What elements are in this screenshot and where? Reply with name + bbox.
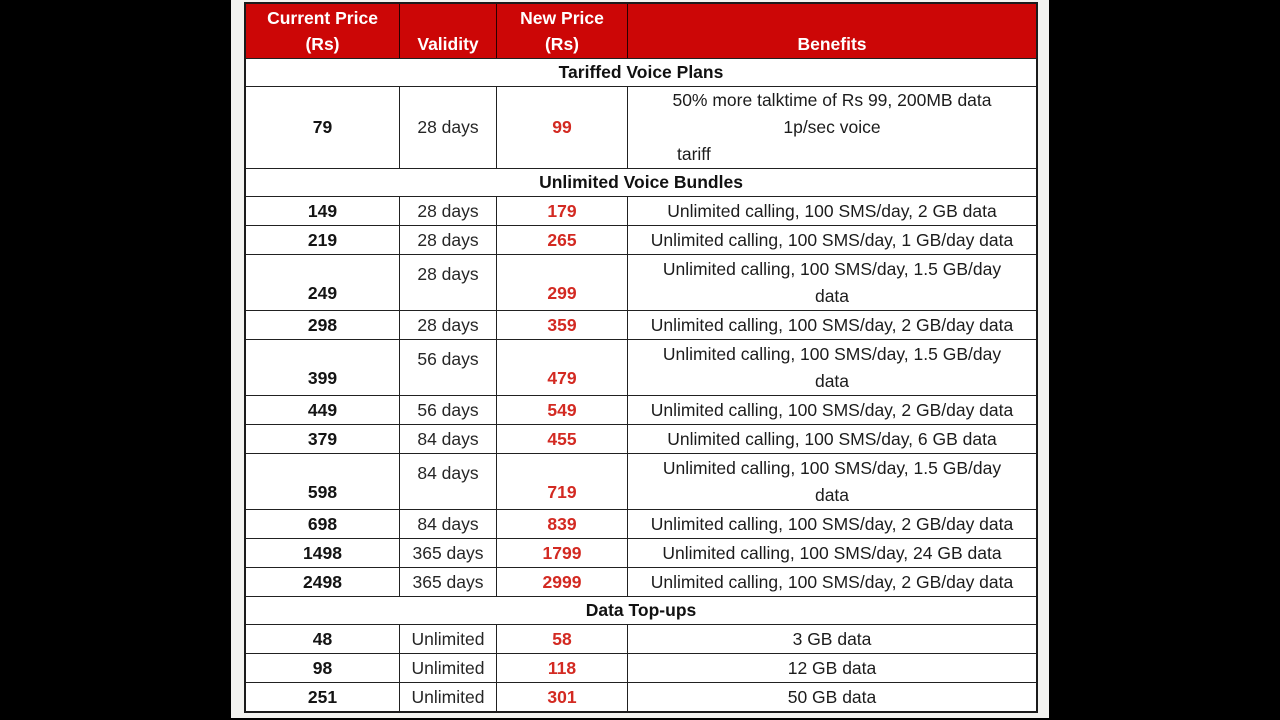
new-price-value: 99	[552, 117, 572, 137]
new-price-cell	[497, 311, 628, 339]
table-row	[246, 509, 1036, 538]
tariff-table	[244, 2, 1038, 713]
current-price-value: 149	[307, 200, 338, 221]
validity-cell	[400, 396, 497, 424]
benefit-line: tariff	[677, 144, 711, 164]
benefits-cell	[628, 226, 1036, 254]
benefits-cell	[628, 396, 1036, 424]
table-row	[246, 682, 1036, 711]
current-price-cell	[246, 683, 400, 711]
current-price-value: 98	[312, 657, 333, 678]
new-price-value: 265	[547, 229, 577, 250]
benefit-line: Unlimited calling, 100 SMS/day, 1.5 GB/day	[662, 343, 1002, 364]
current-price-value: 219	[307, 229, 338, 250]
benefit-line: Unlimited calling, 100 SMS/day, 1 GB/day data	[650, 229, 1014, 250]
table-row	[246, 86, 1036, 168]
new-price-cell	[497, 197, 628, 225]
validity-cell	[400, 654, 497, 682]
table-row	[246, 395, 1036, 424]
current-price-cell	[246, 255, 400, 310]
validity-cell	[400, 425, 497, 453]
column-header-current-price	[246, 4, 400, 58]
table-body	[246, 58, 1036, 711]
benefit-line: 3 GB data	[792, 628, 872, 649]
table-sheet	[231, 0, 1049, 718]
section-title-row	[246, 58, 1036, 86]
validity-cell	[400, 683, 497, 711]
current-price-cell	[246, 425, 400, 453]
validity-value: 56 days	[417, 349, 479, 369]
current-price-value: 1498	[303, 542, 342, 563]
benefit-line: Unlimited calling, 100 SMS/day, 1.5 GB/day	[662, 457, 1002, 478]
new-price-cell	[497, 425, 628, 453]
table-row	[246, 653, 1036, 682]
section-title-row	[246, 168, 1036, 196]
validity-cell	[400, 87, 497, 168]
validity-cell	[400, 539, 497, 567]
new-price-value: 479	[547, 368, 577, 388]
benefit-line: Unlimited calling, 100 SMS/day, 2 GB data	[667, 200, 997, 221]
current-price-cell	[246, 510, 400, 538]
current-price-value: 379	[307, 428, 338, 449]
validity-value: 56 days	[417, 399, 479, 420]
column-header-new-price	[497, 4, 628, 58]
validity-value: 365 days	[412, 571, 484, 592]
validity-value: 365 days	[412, 542, 484, 563]
benefit-line: Unlimited calling, 100 SMS/day, 2 GB/day data	[650, 399, 1014, 420]
current-price-cell	[246, 625, 400, 653]
new-price-cell	[497, 654, 628, 682]
new-price-cell	[497, 87, 628, 168]
validity-cell	[400, 510, 497, 538]
new-price-cell	[497, 683, 628, 711]
new-price-cell	[497, 340, 628, 395]
new-price-value: 2999	[542, 571, 582, 592]
benefit-line: Unlimited calling, 100 SMS/day, 6 GB data	[667, 428, 997, 449]
new-price-cell	[497, 226, 628, 254]
validity-value: 84 days	[417, 513, 479, 534]
current-price-value: 298	[307, 314, 338, 335]
current-price-cell	[246, 87, 400, 168]
new-price-cell	[497, 539, 628, 567]
current-price-cell	[246, 340, 400, 395]
current-price-cell	[246, 226, 400, 254]
validity-value: 28 days	[417, 229, 479, 250]
validity-cell	[400, 311, 497, 339]
current-price-cell	[246, 654, 400, 682]
benefits-cell	[628, 654, 1036, 682]
header-line: (Rs)	[544, 33, 580, 54]
benefit-line: Unlimited calling, 100 SMS/day, 24 GB data	[662, 542, 1002, 563]
table-row	[246, 310, 1036, 339]
benefit-line: 1p/sec voice	[783, 117, 881, 137]
benefit-line: 50 GB data	[787, 686, 877, 707]
validity-value: 28 days	[417, 117, 479, 137]
table-row	[246, 424, 1036, 453]
new-price-cell	[497, 396, 628, 424]
current-price-value: 598	[307, 482, 338, 502]
new-price-value: 118	[547, 657, 577, 678]
table-row	[246, 339, 1036, 395]
benefits-cell	[628, 87, 1036, 168]
table-row	[246, 567, 1036, 596]
current-price-value: 449	[307, 399, 338, 420]
new-price-value: 58	[552, 628, 572, 649]
validity-cell	[400, 340, 497, 395]
table-row	[246, 624, 1036, 653]
new-price-value: 1799	[542, 542, 582, 563]
benefits-cell	[628, 539, 1036, 567]
validity-cell	[400, 197, 497, 225]
validity-cell	[400, 226, 497, 254]
new-price-cell	[497, 510, 628, 538]
new-price-value: 299	[547, 283, 577, 303]
current-price-value: 251	[307, 686, 338, 707]
benefits-cell	[628, 311, 1036, 339]
new-price-cell	[497, 255, 628, 310]
validity-cell	[400, 568, 497, 596]
current-price-value: 48	[312, 628, 333, 649]
benefits-cell	[628, 255, 1036, 310]
benefits-cell	[628, 340, 1036, 395]
new-price-value: 839	[547, 513, 577, 534]
new-price-cell	[497, 568, 628, 596]
new-price-value: 301	[547, 686, 577, 707]
benefits-cell	[628, 510, 1036, 538]
new-price-cell	[497, 454, 628, 509]
validity-value: Unlimited	[411, 686, 485, 707]
benefit-line: 12 GB data	[787, 657, 877, 678]
benefit-line: data	[814, 285, 850, 306]
benefits-cell	[628, 197, 1036, 225]
validity-value: 84 days	[417, 428, 479, 449]
new-price-value: 719	[547, 482, 577, 502]
benefit-line: data	[814, 370, 850, 391]
column-header-benefits	[628, 4, 1036, 58]
table-row	[246, 225, 1036, 254]
new-price-value: 455	[547, 428, 577, 449]
validity-cell	[400, 255, 497, 310]
header-line: (Rs)	[305, 33, 340, 54]
current-price-value: 399	[307, 368, 338, 388]
section-title-row	[246, 596, 1036, 624]
new-price-value: 179	[547, 200, 577, 221]
validity-value: 28 days	[417, 314, 479, 335]
validity-cell	[400, 625, 497, 653]
benefit-line: Unlimited calling, 100 SMS/day, 1.5 GB/day	[662, 258, 1002, 279]
current-price-value: 2498	[303, 571, 342, 592]
header-line: Current Price	[267, 7, 378, 28]
column-header-validity	[400, 4, 497, 58]
benefits-cell	[628, 425, 1036, 453]
table-row	[246, 196, 1036, 225]
benefit-line: 50% more talktime of Rs 99, 200MB data	[672, 90, 992, 110]
benefits-cell	[628, 568, 1036, 596]
current-price-value: 249	[307, 283, 338, 303]
section-title: Tariffed Voice Plans	[558, 62, 724, 82]
table-header-row	[246, 4, 1036, 58]
new-price-cell	[497, 625, 628, 653]
current-price-cell	[246, 396, 400, 424]
header-line: Validity	[417, 33, 479, 54]
benefit-line: Unlimited calling, 100 SMS/day, 2 GB/day data	[650, 513, 1014, 534]
current-price-cell	[246, 568, 400, 596]
validity-value: 28 days	[417, 264, 479, 284]
benefits-cell	[628, 454, 1036, 509]
current-price-cell	[246, 197, 400, 225]
header-line: New Price	[520, 7, 604, 28]
validity-value: Unlimited	[411, 628, 485, 649]
benefits-cell	[628, 683, 1036, 711]
table-row	[246, 254, 1036, 310]
current-price-value: 79	[312, 117, 333, 137]
new-price-value: 359	[547, 314, 577, 335]
current-price-cell	[246, 311, 400, 339]
new-price-value: 549	[547, 399, 577, 420]
validity-value: 28 days	[417, 200, 479, 221]
table-row	[246, 538, 1036, 567]
validity-value: Unlimited	[411, 657, 485, 678]
section-title: Data Top-ups	[585, 600, 697, 620]
validity-cell	[400, 454, 497, 509]
benefit-line: data	[814, 484, 850, 505]
validity-value: 84 days	[417, 463, 479, 483]
current-price-value: 698	[307, 513, 338, 534]
benefit-line: Unlimited calling, 100 SMS/day, 2 GB/day data	[650, 571, 1014, 592]
current-price-cell	[246, 539, 400, 567]
benefits-cell	[628, 625, 1036, 653]
table-row	[246, 453, 1036, 509]
header-line: Benefits	[797, 33, 867, 54]
benefit-line: Unlimited calling, 100 SMS/day, 2 GB/day data	[650, 314, 1014, 335]
section-title: Unlimited Voice Bundles	[539, 172, 743, 192]
current-price-cell	[246, 454, 400, 509]
